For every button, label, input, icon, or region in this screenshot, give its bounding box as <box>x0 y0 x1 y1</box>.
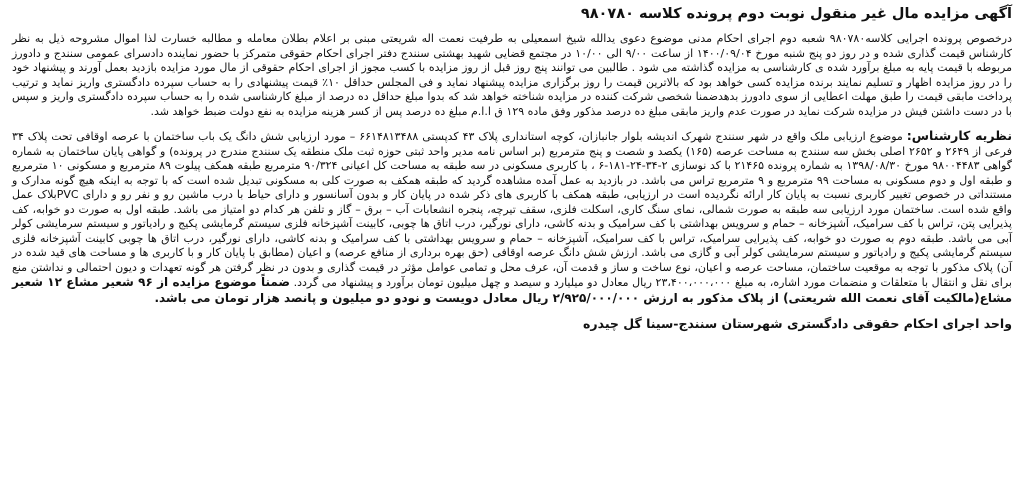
expert-opinion-label: نظریه کارشناس: <box>906 128 1013 143</box>
auction-share-value-text: ضمناً موضوع مزایده از ۹۶ شعیر مشاع ۱۲ شعیر مشاع(مالکیت آقای نعمت الله شریعتی) از پلاک مذکور به ارزش ۲/۹۲۵/۰۰۰/۰۰۰ ریال معادل دویست و نودو دو میلیون و پانصد هزار تومان می باشد. <box>12 275 1012 305</box>
expert-opinion-text: موضوع ارزیابی ملک واقع در شهر سنندج شهرک اندیشه بلوار جانبازان، کوچه استانداری پلاک ۴۳ کدپستی ۶۶۱۴۸۱۳۴۸۸ – مورد ارزیابی شش دانگ یک باب ساختمان با عرصه اوقافی تحت پلاک ۳۴ فرعی از ۲۶۴۹ و ۲۶۵۲ اصلی بخش سه سنندج به مساحت عرصه (۱۶۵) یکصد و شصت و پنج مترمربع (بر اساس نامه مدیر واحد ثبتی حوزه ثبت ملک منطقه یک سنندج مندرج در پرونده) و گواهی پایان ساختمان به شماره گواهی ۹۸۰۰۴۴۸۳ مورخ ۱۳۹۸/۰۸/۳۰ به شماره پرونده ۲۱۴۶۵ با کد نوسازی ۲-۳۴-۲۴-۱۸۱-۶ ، با کاربری مسکونی در سه طبقه به مساحت کل اعیانی ۹۰/۳۲۴ مترمربع طبقه همکف پیلوت ۸۹ مترمربع و مسکونی ۱۰ مترمربع و طبقه اول و دوم مسکونی به مساحت ۹۹ مترمربع و ۹ مترمربع تراس می باشد. در بازدید به عمل آمده مشاهده گردید که طبقه همکف به صورت کلی به مسکونی تبدیل شده است که با توجه به اینکه هیچ گونه مدارک و مستنداتی در خصوص تغییر کاربری نسبت به پایان کار ارائه نگردیده است در ارزیابی، طبقه همکف با کاربری های ذکر شده در پایان کار و بدون آسانسور و دارای حیاط با درب ماشین رو و نفر رو و دارای PVCبلاک عمل واقع شده است. ساختمان مورد ارزیابی سه طبقه به صورت شمالی، نمای سنگ کاری، اسکلت فلزی، سقف تیرچه، پنجره انشعابات آب – برق – گاز و تلفن هر کدام دو امتیاز می باشد. طبقه اول به صورت دو خوابه، کف پذیرایی پتن، تراس با کف سرامیک، آشپزخانه – حمام و سرویس بهداشتی با کف سرامیک و بدنه کاشی، دارای نورگیر، درب اتاق ها چوبی، کابینت آشپزخانه فلزی سیستم گرمایشی پکیج و رادیاتور و سیستم سرمایشی کولر آبی می باشد. طبقه دوم به صورت دو خوابه، کف پذیرایی سرامیک، تراس با کف سرامیک، آشپزخانه – حمام و سرویس بهداشتی با کف سرامیک و بدنه کاشی، دارای نورگیر، درب اتاق ها چوبی کابینت آشپزخانه فلزی سیستم گرمایشی پکیج و رادیاتور و سیستم سرمایشی کولر آبی و گازی می باشد. ارزش شش دانگ عرصه اوقافی (حق بهره برداری از منافع عرصه) و اعیان (مطابق با پایان کار و با کاربری ها و مساحت های قید شده در آن) پلاک مذکور با توجه به موقعیت ساختمان، مساحت عرصه و اعیان، نوع ساخت و ساز و قدمت آن، عرف محل و تمامی عوامل مؤثر در قیمت گذاری و بدون در نظر گرفتن هر گونه تعهدات و دیون احتمالی و نداشتن منع برای نقل و انتقال با متعلقات و منضمات مورد اشاره، به مبلغ ۲۳،۴۰۰،۰۰۰،۰۰۰ ریال معادل دو میلیارد و سیصد و چهل میلیون تومان برآورد و پیشنهاد می گردد. <box>12 130 1013 289</box>
auction-terms-paragraph: درخصوص پرونده اجرایی کلاسه۹۸۰۷۸۰ شعبه دوم اجرای احکام مدنی موضوع دعوی یدالله شیخ اسمعیلی به طرفیت نعمت اله شریعتی مبنی بر اعلام بطلان معامله و مطالبه خسارت لذا اموال مشروحه ذیل به نظر کارشناس قیمت گذاری شده و در روز دو پنج شنبه مورخ ۱۴۰۰/۰۹/۰۴ از ساعت ۹/۰۰ الی ۱۰/۰۰ در مجتمع قضایی شهید بهشتی سنندج دفتر اجرای احکام حقوقی متمرکز با حضور نماینده دادسرای عمومی سنندج و دادورز مربوطه با قیمت پایه به مبلغ برآورد شده ی کارشناسی به مزایده گذاشته می شود . طالبین می توانند پنج روز قبل از روز مزایده با کسب مجوز از اجرای احکام حقوقی از مال مورد مزایده بازدید بعمل آورند و پیشنهاد خود را در روز مزایده اظهار و تسلیم نمایند برنده مزایده کسی خواهد بود که بالاترین قیمت را روز برگزاری مزایده پیشنهاد نماید و فی المجلس حداقل ۱۰٪ قیمت پیشنهادی را به حساب سپرده دادگستری واریز نماید و ترتیب پرداخت مابقی قیمت را طبق مهلت اعطایی از سوی دادورز بدهدضمنا شخصی شرکت کننده در مزایده شناخته خواهد شد که بدوا مبلغ حداقل ده درصد از مبلغ کارشناسی شده را به حساب سپرده دادگستری واریز و سپس با در دست داشتن فیش در مزایده شرکت نماید در صورت عدم واریز مابقی مبلغ ده درصد مذکور وفق ماده ۱۲۹ ق ا.ا.م مبلغ ده درصد پس از کسر هزینه مزایده به نفع دولت ضبط خواهد شد. <box>12 32 1012 118</box>
issuing-authority-signature: واحد اجرای احکام حقوقی دادگستری شهرستان سنندج-سینا گل چیدره <box>583 316 1012 331</box>
expert-opinion-paragraph <box>12 129 1012 306</box>
notice-title: آگهی مزایده مال غیر منقول نوبت دوم پرونده کلاسه ۹۸۰۷۸۰ <box>580 6 1012 22</box>
